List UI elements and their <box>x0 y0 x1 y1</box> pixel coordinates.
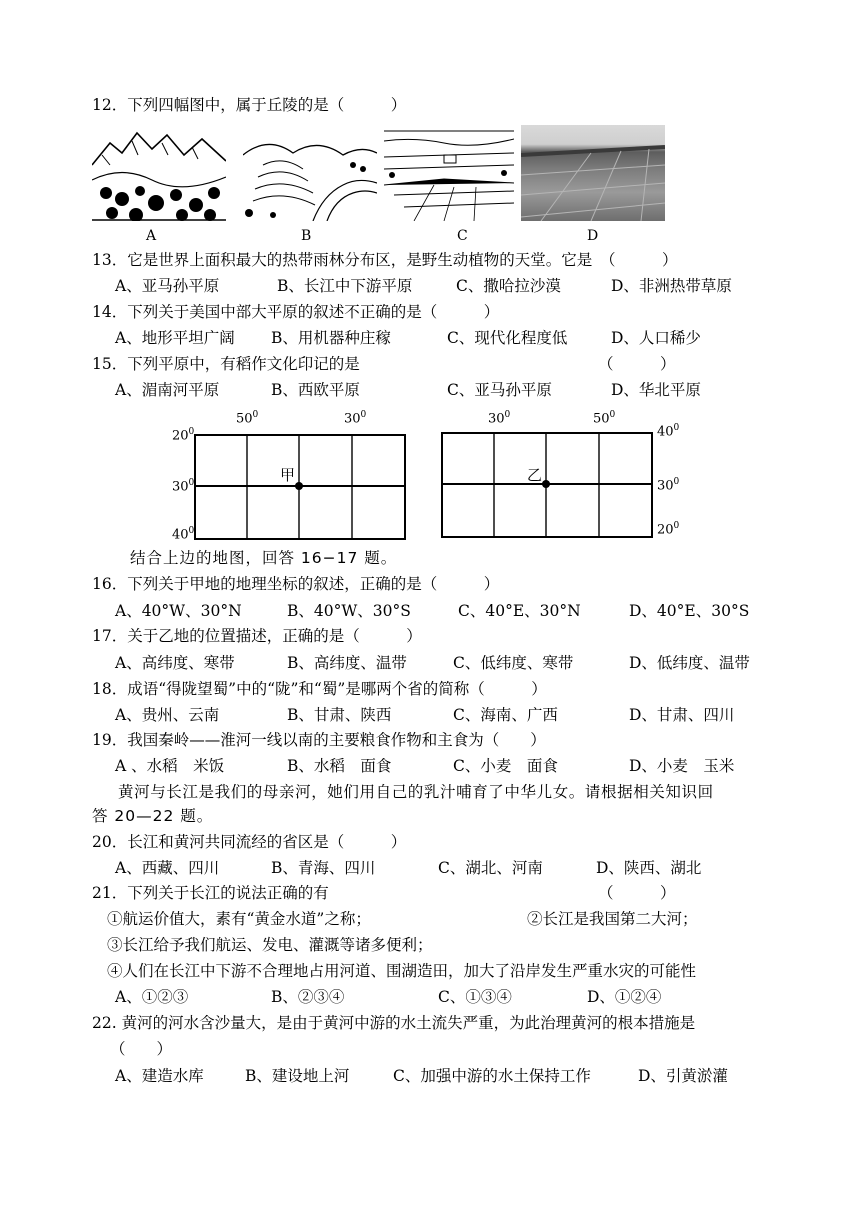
q21-statement-3: ③长江给予我们航运、发电、灌溉等诸多便利； <box>107 936 433 954</box>
q15-answer-paren: （ ） <box>598 355 676 373</box>
q16-option-c: C、40°E、30°N <box>458 602 581 620</box>
q21-statement-4: ④人们在长江中下游不合理地占用河道、围湖造田，加大了沿岸发生严重水灾的可能性 <box>107 962 697 980</box>
left-map-lon-30: $30^0$ <box>344 410 367 427</box>
q17-option-a: A、高纬度、寒带 <box>115 654 235 672</box>
right-map-lat-30: $30^0$ <box>657 477 680 494</box>
left-map-lon-50: $50^0$ <box>236 410 259 427</box>
q13-option-a: A、亚马孙平原 <box>115 277 220 295</box>
q16-option-d: D、40°E、30°S <box>629 602 750 620</box>
right-map-lon-50: $50^0$ <box>593 410 616 427</box>
q13-option-d: D、非洲热带草原 <box>611 277 732 295</box>
q22-option-c: C、加强中游的水土保持工作 <box>393 1067 591 1085</box>
q22-stem: 22. 黄河的河水含沙量大，是由于黄河中游的水土流失严重，为此治理黄河的根本措施是 <box>92 1014 696 1032</box>
right-map-lat-20: $20^0$ <box>657 521 680 538</box>
q21-stem: 21．下列关于长江的说法正确的有 <box>92 884 329 902</box>
q13-stem: 13．它是世界上面积最大的热带雨林分布区，是野生动植物的天堂。它是 （ ） <box>92 251 678 269</box>
map-caption: 结合上边的地图，回答 16−17 题。 <box>130 549 398 567</box>
q12-stem: 12．下列四幅图中，属于丘陵的是（ ） <box>92 96 407 114</box>
q21-statement-2: ②长江是我国第二大河； <box>527 910 698 928</box>
q20-option-c: C、湖北、河南 <box>438 859 543 877</box>
picture-a-mountains <box>92 125 226 221</box>
q15-option-b: B、西欧平原 <box>271 381 360 399</box>
q15-option-d: D、华北平原 <box>611 381 701 399</box>
q22-option-d: D、引黄淤灌 <box>638 1067 728 1085</box>
q16-option-a: A、40°W、30°N <box>115 602 242 620</box>
picture-label-a: A <box>146 228 157 244</box>
picture-label-d: D <box>587 228 599 244</box>
picture-b-hills <box>243 125 377 221</box>
left-map-lat-30: $30^0$ <box>172 478 195 495</box>
left-map-lat-40: $40^0$ <box>172 526 195 543</box>
picture-label-b: B <box>301 228 312 244</box>
picture-c-fields <box>384 125 514 221</box>
q17-stem: 17．关于乙地的位置描述，正确的是（ ） <box>92 627 422 645</box>
passage-line-2: 答 20—22 题。 <box>92 807 214 825</box>
label-yi: 乙 <box>527 466 543 484</box>
q19-option-a: A 、水稻 米饭 <box>115 757 225 775</box>
q17-option-d: D、低纬度、温带 <box>629 654 750 672</box>
q18-option-a: A、贵州、云南 <box>115 706 220 724</box>
q22-answer-paren: （ ） <box>110 1040 173 1058</box>
q22-option-a: A、建造水库 <box>115 1067 204 1085</box>
left-map-lat-20: $20^0$ <box>172 427 195 444</box>
q17-option-b: B、高纬度、温带 <box>287 654 407 672</box>
q21-option-c: C、①③④ <box>438 988 512 1006</box>
q21-option-a: A、①②③ <box>115 988 189 1006</box>
q20-stem: 20．长江和黄河共同流经的省区是（ ） <box>92 833 407 851</box>
label-jia: 甲 <box>280 466 296 484</box>
q19-option-d: D、小麦 玉米 <box>629 757 735 775</box>
q21-statement-1: ①航运价值大，素有“黄金水道”之称； <box>107 910 371 928</box>
right-map-lat-40: $40^0$ <box>657 423 680 440</box>
q19-stem: 19．我国秦岭——淮河一线以南的主要粮食作物和主食为（ ） <box>92 731 546 749</box>
picture-label-c: C <box>457 228 468 244</box>
q16-stem: 16．下列关于甲地的地理坐标的叙述，正确的是（ ） <box>92 575 500 593</box>
q20-option-d: D、陕西、湖北 <box>596 859 702 877</box>
q19-option-c: C、小麦 面食 <box>453 757 558 775</box>
q21-option-d: D、①②④ <box>587 988 662 1006</box>
passage-line-1: 黄河与长江是我们的母亲河，她们用自己的乳汁哺育了中华儿女。请根据相关知识回 <box>118 783 714 801</box>
q21-option-b: B、②③④ <box>271 988 345 1006</box>
q14-stem: 14．下列关于美国中部大平原的叙述不正确的是（ ） <box>92 303 500 321</box>
q13-option-b: B、长江中下游平原 <box>277 277 413 295</box>
q18-stem: 18．成语“得陇望蜀”中的“陇”和“蜀”是哪两个省的简称（ ） <box>92 680 547 698</box>
q18-option-d: D、甘肃、四川 <box>629 706 735 724</box>
q20-option-b: B、青海、四川 <box>271 859 376 877</box>
q14-option-b: B、用机器种庄稼 <box>271 329 391 347</box>
q16-option-b: B、40°W、30°S <box>287 602 411 620</box>
q14-option-d: D、人口稀少 <box>611 329 701 347</box>
q22-option-b: B、建设地上河 <box>245 1067 350 1085</box>
q18-option-b: B、甘肃、陕西 <box>287 706 392 724</box>
q15-option-a: A、湄南河平原 <box>115 381 220 399</box>
q18-option-c: C、海南、广西 <box>453 706 558 724</box>
q15-option-c: C、亚马孙平原 <box>447 381 552 399</box>
q15-stem: 15．下列平原中，有稻作文化印记的是 <box>92 355 360 373</box>
q13-option-c: C、撒哈拉沙漠 <box>456 277 561 295</box>
point-yi <box>542 480 550 488</box>
q14-option-c: C、现代化程度低 <box>447 329 568 347</box>
q19-option-b: B、水稻 面食 <box>287 757 392 775</box>
q21-answer-paren: （ ） <box>598 884 676 902</box>
point-jia <box>295 482 303 490</box>
right-map-lon-30: $30^0$ <box>488 410 511 427</box>
q17-option-c: C、低纬度、寒带 <box>453 654 574 672</box>
picture-d-plain-photo <box>521 125 665 221</box>
q14-option-a: A、地形平坦广阔 <box>115 329 235 347</box>
q20-option-a: A、西藏、四川 <box>115 859 220 877</box>
